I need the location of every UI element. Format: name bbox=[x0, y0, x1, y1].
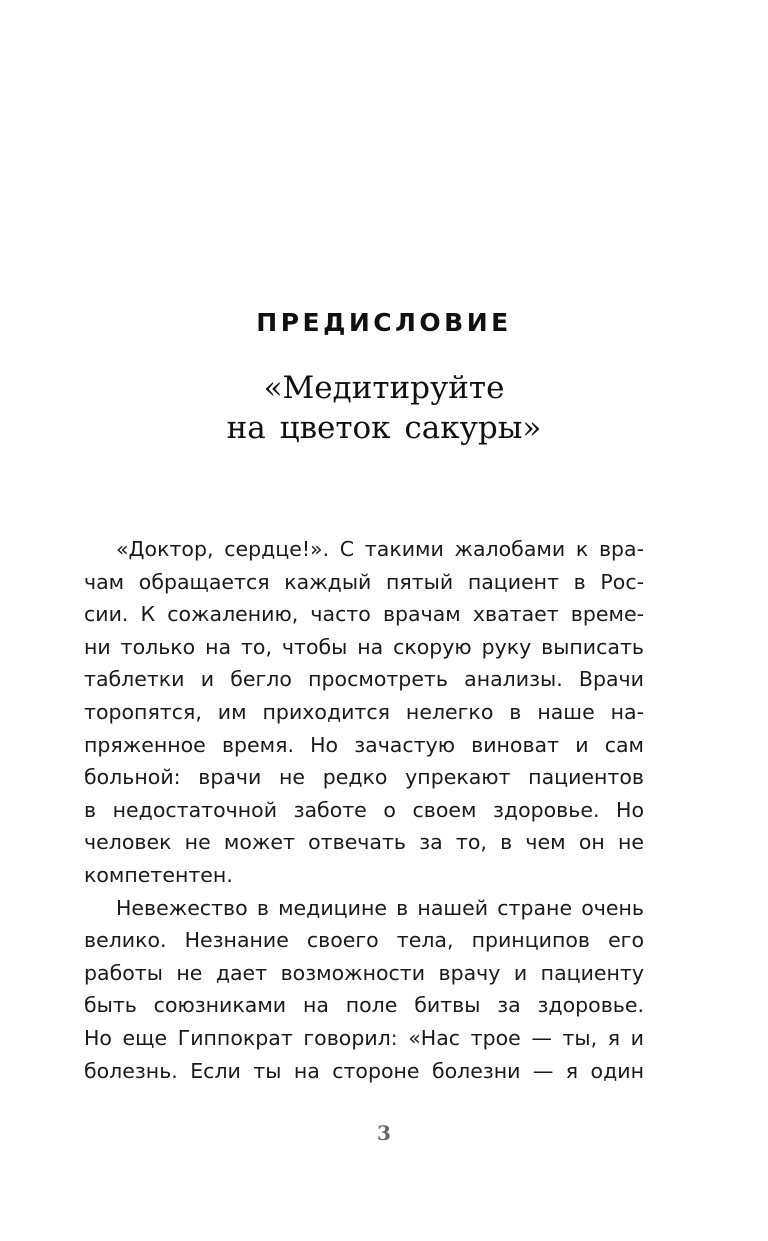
text-line: быть союзниками на поле битвы за здоровье. bbox=[84, 993, 644, 1018]
text-line: сии. К сожалению, часто врачам хватает време- bbox=[84, 602, 644, 627]
chapter-subtitle bbox=[0, 368, 768, 448]
text-line: болезнь. Если ты на стороне болезни — я один bbox=[84, 1058, 644, 1083]
chapter-heading: ПРЕДИСЛОВИЕ bbox=[256, 308, 512, 337]
text-line: велико. Незнание своего тела, принципов его bbox=[84, 928, 644, 953]
text-line: больной: врачи не редко упрекают пациентов bbox=[84, 765, 644, 790]
paragraph bbox=[84, 533, 644, 892]
text-line: пряженное время. Но зачастую виноват и сам bbox=[84, 732, 644, 757]
paragraph bbox=[84, 892, 644, 1088]
text-line: таблетки и бегло просмотреть анализы. Врачи bbox=[84, 667, 644, 692]
subtitle-line: на цветок сакуры» bbox=[226, 410, 542, 446]
page-number: 3 bbox=[377, 1121, 391, 1145]
text-line: «Доктор, сердце!». С такими жалобами к вра- bbox=[116, 537, 644, 561]
text-line: компетентен. bbox=[84, 862, 233, 887]
text-line: работы не дает возможности врачу и пациенту bbox=[84, 960, 644, 985]
text-line: торопятся, им приходится нелегко в наше на- bbox=[84, 699, 644, 724]
subtitle-line: «Медитируйте bbox=[263, 370, 505, 406]
text-line: человек не может отвечать за то, в чем он не bbox=[84, 830, 644, 855]
body-text bbox=[84, 533, 644, 1087]
text-line: в недостаточной заботе о своем здоровье. Но bbox=[84, 797, 644, 822]
text-line: Но еще Гиппократ говорил: «Нас трое — ты, я и bbox=[84, 1025, 644, 1050]
text-line: чам обращается каждый пятый пациент в Рос- bbox=[84, 569, 644, 594]
text-line: Невежество в медицине в нашей стране очень bbox=[116, 895, 644, 920]
text-line: ни только на то, чтобы на скорую руку выписать bbox=[84, 634, 644, 659]
